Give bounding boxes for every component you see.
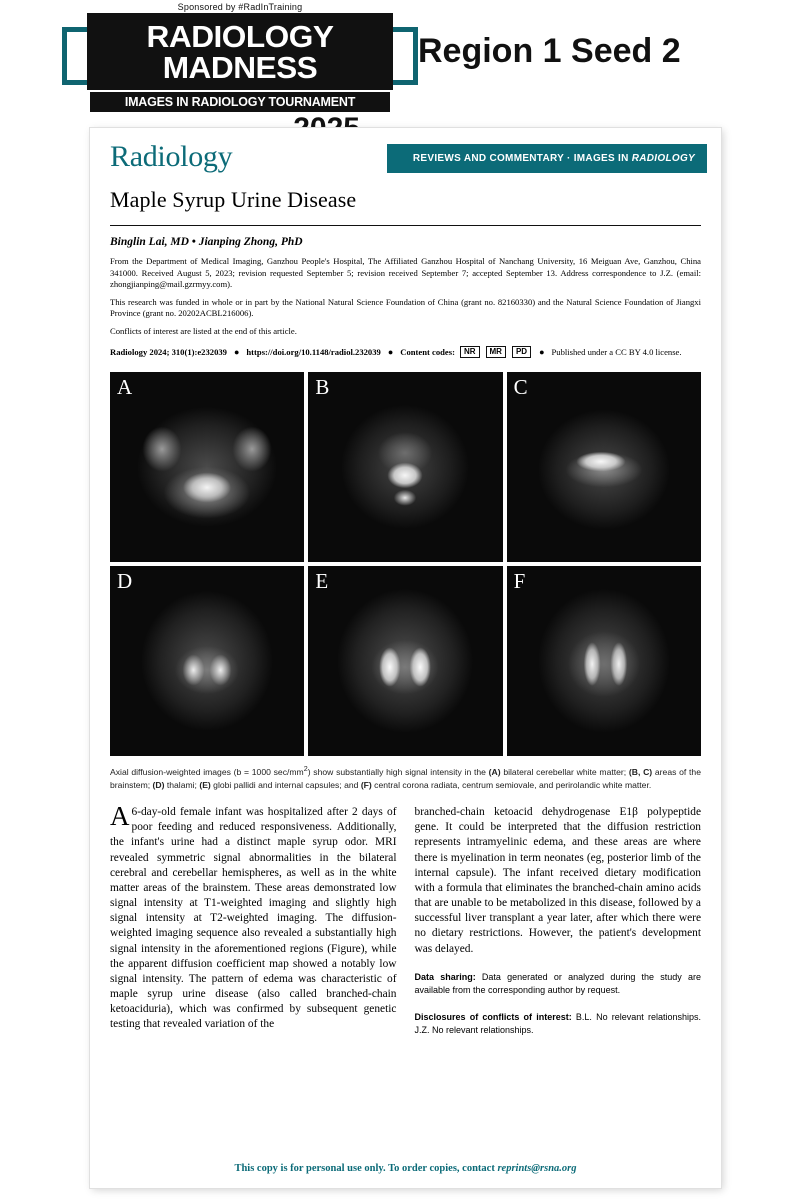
figure-panel-f [507, 566, 701, 756]
body-paragraph-1 [110, 801, 397, 1032]
disclosures-section [415, 1011, 702, 1037]
body-column-right [415, 805, 702, 1036]
caption-ref-a: (A) [488, 767, 501, 778]
logo-subtitle: IMAGES IN RADIOLOGY TOURNAMENT [90, 92, 390, 112]
caption-ref-d: (D) [152, 779, 165, 790]
body-column-left [110, 801, 397, 1036]
tournament-banner [0, 0, 811, 120]
content-code-mr: MR [486, 346, 506, 359]
figure-panel-d [110, 566, 304, 756]
affiliation-text: From the Department of Medical Imaging, Ganzhou People's Hospital, The Affiliated Ganzhou Hospital of Nanchang University, 16 Meiguan Ave, Ganzhou, China 341000. Received August 5, 2023; revision requested September 5; revision received September 7; accepted September 13. Address correspondence to J.Z. (email: zhongjianping@mail.gzrmyy.com). [110, 256, 701, 290]
article-title: Maple Syrup Urine Disease [110, 187, 357, 212]
disclosures-label: Disclosures of conflicts of interest: [414, 1011, 572, 1022]
caption-part-6: globi pallidi and internal capsules; and [210, 779, 361, 790]
figure-panel-e [308, 566, 502, 756]
logo-title: RADIOLOGY MADNESS [87, 13, 393, 90]
rubric-prefix: REVIEWS AND COMMENTARY · IMAGES IN [412, 153, 632, 164]
body-paragraph-2: branched-chain ketoacid dehydrogenase E1β polypeptide gene. It could be interpreted that the diffusion restriction represents intramyelinic edema, and these areas are where there is myelination in term neonates (eg, posterior limb of the internal capsule). The infant received dietary modification with a formula that eliminates the branched-chain amino acids that are unable to be metabolized in this disease, followed by a successful liver transplant a year later, after which there were no dietary restrictions. However, the patient's development was delayed. [414, 806, 701, 955]
region-seed-title: Region 1 Seed 2 [418, 32, 681, 70]
disclosures-text: B.L. No relevant relationships. J.Z. No relevant relationships. [414, 1011, 701, 1035]
body-text-left: 6-day-old female infant was hospitalized after 2 days of poor feeding and reduced responsiveness. Additionally, the infant's urine had a distinct maple syrup odor. MRI revealed symmetric signal abnormalities in the bilateral cerebral and cerebellar hemispheres, as well as in the white matter areas of the brainstem. These areas demonstrated low signal intensity at T1-weighted imaging and slightly high signal intensity at T2-weighted imaging. The diffusion-weighted imaging sequence also revealed a substantially high signal intensity in the aforementioned regions (Figure), while the apparent diffusion coefficient map showed a notably low signal intensity. The pattern of edema was characteristic of maple syrup urine disease (also called branched-chain ketoaciduria), which was confirmed by subsequent genetic testing that revealed variation of the [110, 806, 397, 1031]
panel-letter: F [513, 569, 526, 594]
figure-panel-b [308, 372, 502, 562]
caption-ref-bc: (B, C) [628, 767, 653, 778]
figure-panel-c [507, 372, 701, 562]
separator-dot: ● [233, 346, 240, 357]
mri-image-c [528, 399, 680, 535]
figure-grid [110, 372, 701, 756]
caption-ref-e: (E) [199, 779, 211, 790]
article-page [90, 128, 721, 1188]
mri-image-e [329, 585, 481, 737]
panel-letter: A [117, 375, 133, 400]
citation-text: Radiology 2024; 310(1):e232039 [110, 346, 227, 357]
caption-part-2: ) show substantially high signal intensity in the [307, 767, 489, 778]
data-sharing-section [415, 971, 702, 997]
license-text: Published under a CC BY 4.0 license. [551, 346, 682, 357]
caption-ref-f: (F) [360, 779, 372, 790]
caption-part-7: central corona radiata, centrum semiovale, and perirolandic white matter. [371, 779, 652, 790]
journal-name: Radiology [110, 140, 233, 173]
sponsor-text: Sponsored by #RadInTraining [177, 2, 303, 12]
section-rubric [387, 144, 707, 173]
mri-image-b [330, 397, 480, 537]
conflicts-note: Conflicts of interest are listed at the end of this article. [110, 325, 297, 336]
footer-text: This copy is for personal use only. To order copies, contact [234, 1163, 498, 1174]
rubric-italic: RADIOLOGY [631, 153, 695, 164]
caption-superscript: 2 [303, 765, 308, 774]
data-sharing-label: Data sharing: [414, 971, 476, 982]
caption-part-3: bilateral cerebellar white matter; [500, 767, 629, 778]
logo-badge [90, 13, 390, 112]
separator-dot: ● [387, 346, 394, 357]
mri-image-f [530, 585, 678, 737]
doi-link[interactable]: https://doi.org/10.1148/radiol.232039 [246, 346, 381, 357]
page-footer [90, 1163, 721, 1174]
mri-image-d [132, 586, 282, 736]
caption-part-5: thalami; [164, 779, 200, 790]
journal-header [90, 128, 721, 173]
panel-letter: E [315, 569, 329, 594]
figure-panel-a [110, 372, 304, 562]
funding-text: This research was funded in whole or in part by the National Natural Science Foundation of China (grant no. 82160330) and the Natural Science Foundation of Jiangxi Province (grant no. 20202ACBL216006). [110, 296, 701, 319]
panel-letter: D [117, 569, 133, 594]
mri-image-a [132, 403, 282, 531]
panel-letter: C [513, 375, 528, 400]
caption-part-1: Axial diffusion-weighted images (b = 1000 sec/mm [110, 767, 304, 778]
article-body [90, 791, 721, 1036]
reprints-email[interactable]: reprints@rsna.org [497, 1163, 577, 1174]
content-code-pd: PD [512, 346, 531, 359]
content-codes-label: Content codes: [400, 346, 455, 357]
article-authors: Binglin Lai, MD • Jianping Zhong, PhD [110, 236, 303, 248]
caption-part-4: areas of the brainstem; [110, 767, 701, 790]
figure-caption [90, 756, 721, 791]
separator-dot: ● [539, 346, 545, 357]
data-sharing-text: Data generated or analyzed during the study are available from the corresponding author by request. [414, 971, 701, 995]
citation-line [90, 344, 721, 359]
panel-letter: B [315, 375, 330, 400]
drop-cap: A [110, 801, 130, 832]
content-code-nr: NR [460, 346, 480, 359]
radiology-madness-logo [90, 0, 390, 144]
article-metadata [90, 248, 721, 338]
